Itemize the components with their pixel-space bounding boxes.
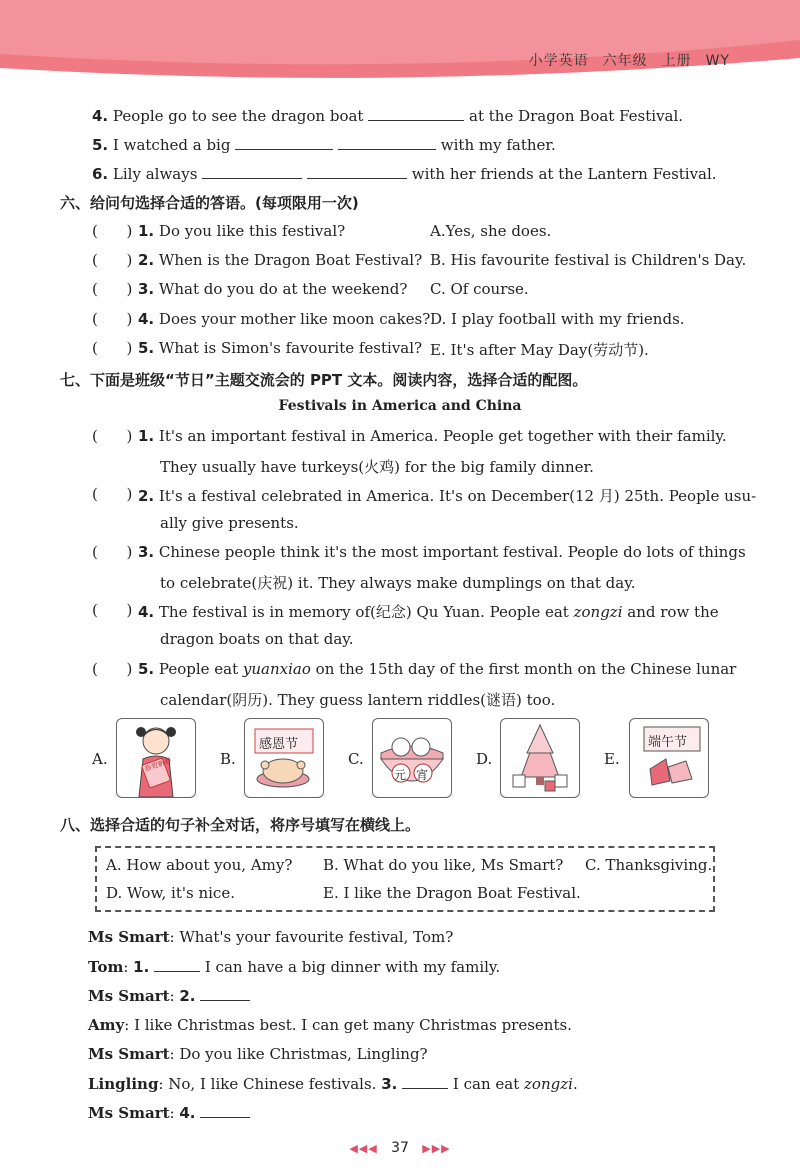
answer-blank[interactable] bbox=[307, 164, 407, 179]
dialogue-line: Ms Smart: What's your favourite festival, Tom? bbox=[88, 928, 454, 946]
answer-option-b: B. His favourite festival is Children's Day. bbox=[430, 251, 747, 269]
section-6-title: 六、给问句选择合适的答语。(每项限用一次) bbox=[60, 194, 359, 212]
answer-paren[interactable]: ( ) bbox=[92, 660, 133, 678]
picture-label-d: D. bbox=[476, 750, 493, 768]
item-1-line-1: 1. It's an important festival in America. People get together with their family. bbox=[138, 427, 727, 445]
answer-paren[interactable]: ( ) bbox=[92, 427, 133, 445]
question-1: 1. Do you like this festival? bbox=[138, 222, 346, 240]
answer-option-e: E. It's after May Day(劳动节). bbox=[430, 341, 649, 359]
answer-paren[interactable]: ( ) bbox=[92, 280, 133, 298]
header-edition: WY bbox=[705, 53, 730, 69]
page-footer bbox=[0, 1140, 800, 1156]
item-4-line-2: dragon boats on that day. bbox=[160, 630, 354, 648]
page-number: 37 bbox=[391, 1140, 409, 1156]
options-box bbox=[95, 846, 715, 912]
picture-label-e: E. bbox=[604, 750, 620, 768]
dialogue-line: Ms Smart: 2. bbox=[88, 986, 250, 1005]
item-3-line-2: to celebrate(庆祝) it. They always make dumplings on that day. bbox=[160, 574, 636, 592]
question-5: 5. What is Simon's favourite festival? bbox=[138, 339, 423, 357]
answer-option-a: A.Yes, she does. bbox=[430, 222, 552, 240]
dialogue-line: Tom: 1. I can have a big dinner with my family. bbox=[88, 958, 501, 976]
yuanxiao-char-1: 元 bbox=[394, 768, 407, 782]
item-5-line-1: 5. People eat yuanxiao on the 15th day of the first month on the Chinese lunar bbox=[138, 660, 737, 678]
answer-option-c: C. Of course. bbox=[430, 280, 529, 298]
spring-festival-girl-icon bbox=[116, 718, 196, 798]
answer-paren[interactable]: ( ) bbox=[92, 222, 133, 240]
thanksgiving-turkey-icon bbox=[244, 718, 324, 798]
dragon-boat-text: 端午节 bbox=[648, 735, 688, 750]
picture-label-a: A. bbox=[92, 750, 108, 768]
answer-paren[interactable]: ( ) bbox=[92, 251, 133, 269]
option-d: D. Wow, it's nice. bbox=[106, 884, 235, 902]
option-e: E. I like the Dragon Boat Festival. bbox=[323, 884, 581, 902]
answer-blank[interactable] bbox=[154, 957, 200, 972]
passage-title: Festivals in America and China bbox=[278, 398, 522, 414]
yuanxiao-char-2: 宵 bbox=[416, 768, 429, 782]
thanksgiving-text: 感恩节 bbox=[259, 737, 299, 752]
answer-blank[interactable] bbox=[202, 164, 302, 179]
header-subject: 小学英语 bbox=[528, 53, 589, 69]
item-5-line-2: calendar(阴历). They guess lantern riddles(谜语) too. bbox=[160, 691, 556, 709]
item-1-line-2: They usually have turkeys(火鸡) for the big family dinner. bbox=[160, 458, 594, 476]
dialogue-line: Lingling: No, I like Chinese festivals. 3. I can eat zongzi. bbox=[88, 1075, 578, 1093]
next-arrows-icon: ▶▶▶ bbox=[422, 1142, 451, 1155]
fill-item-6: 6. Lily always with her friends at the Lantern Festival. bbox=[92, 165, 717, 183]
option-a: A. How about you, Amy? bbox=[106, 856, 293, 874]
item-2-line-2: ally give presents. bbox=[160, 514, 299, 532]
answer-option-d: D. I play football with my friends. bbox=[430, 310, 685, 328]
answer-paren[interactable]: ( ) bbox=[92, 601, 133, 619]
answer-paren[interactable]: ( ) bbox=[92, 485, 133, 503]
option-b: B. What do you like, Ms Smart? bbox=[323, 856, 564, 874]
answer-blank[interactable] bbox=[200, 1103, 250, 1118]
option-c: C. Thanksgiving. bbox=[585, 856, 713, 874]
answer-blank[interactable] bbox=[368, 106, 464, 121]
fill-item-5: 5. I watched a big with my father. bbox=[92, 136, 556, 154]
dragon-boat-zongzi-icon bbox=[629, 718, 709, 798]
spring-festival-text: 恭贺新春 bbox=[143, 756, 173, 774]
header-volume: 上册 bbox=[661, 53, 692, 69]
answer-paren[interactable]: ( ) bbox=[92, 339, 133, 357]
picture-label-c: C. bbox=[348, 750, 364, 768]
picture-label-b: B. bbox=[220, 750, 236, 768]
answer-paren[interactable]: ( ) bbox=[92, 310, 133, 328]
item-4-line-1: 4. The festival is in memory of(纪念) Qu Yuan. People eat zongzi and row the bbox=[138, 603, 719, 621]
dialogue-line: Ms Smart: 4. bbox=[88, 1103, 250, 1122]
item-2-line-1: 2. It's a festival celebrated in America. It's on December(12 月) 25th. People usu- bbox=[138, 487, 757, 505]
header-grade: 六年级 bbox=[602, 53, 648, 69]
section-7-title: 七、下面是班级“节日”主题交流会的 PPT 文本。阅读内容，选择合适的配图。 bbox=[60, 371, 588, 389]
question-4: 4. Does your mother like moon cakes? bbox=[138, 310, 431, 328]
section-8-title: 八、选择合适的句子补全对话，将序号填写在横线上。 bbox=[60, 816, 421, 834]
answer-blank[interactable] bbox=[200, 986, 250, 1001]
item-3-line-1: 3. Chinese people think it's the most important festival. People do lots of things bbox=[138, 543, 746, 561]
answer-blank[interactable] bbox=[402, 1074, 448, 1089]
answer-blank[interactable] bbox=[338, 135, 436, 150]
header-text bbox=[515, 50, 730, 70]
prev-arrows-icon: ◀◀◀ bbox=[349, 1142, 378, 1155]
dialogue-line: Ms Smart: Do you like Christmas, Lingling? bbox=[88, 1045, 428, 1063]
yuanxiao-bowl-icon bbox=[372, 718, 452, 798]
christmas-tree-icon bbox=[500, 718, 580, 798]
answer-blank[interactable] bbox=[235, 135, 333, 150]
dialogue-line: Amy: I like Christmas best. I can get many Christmas presents. bbox=[88, 1016, 572, 1034]
question-2: 2. When is the Dragon Boat Festival? bbox=[138, 251, 423, 269]
question-3: 3. What do you do at the weekend? bbox=[138, 280, 408, 298]
fill-item-4: 4. People go to see the dragon boat at the Dragon Boat Festival. bbox=[92, 107, 684, 125]
answer-paren[interactable]: ( ) bbox=[92, 543, 133, 561]
